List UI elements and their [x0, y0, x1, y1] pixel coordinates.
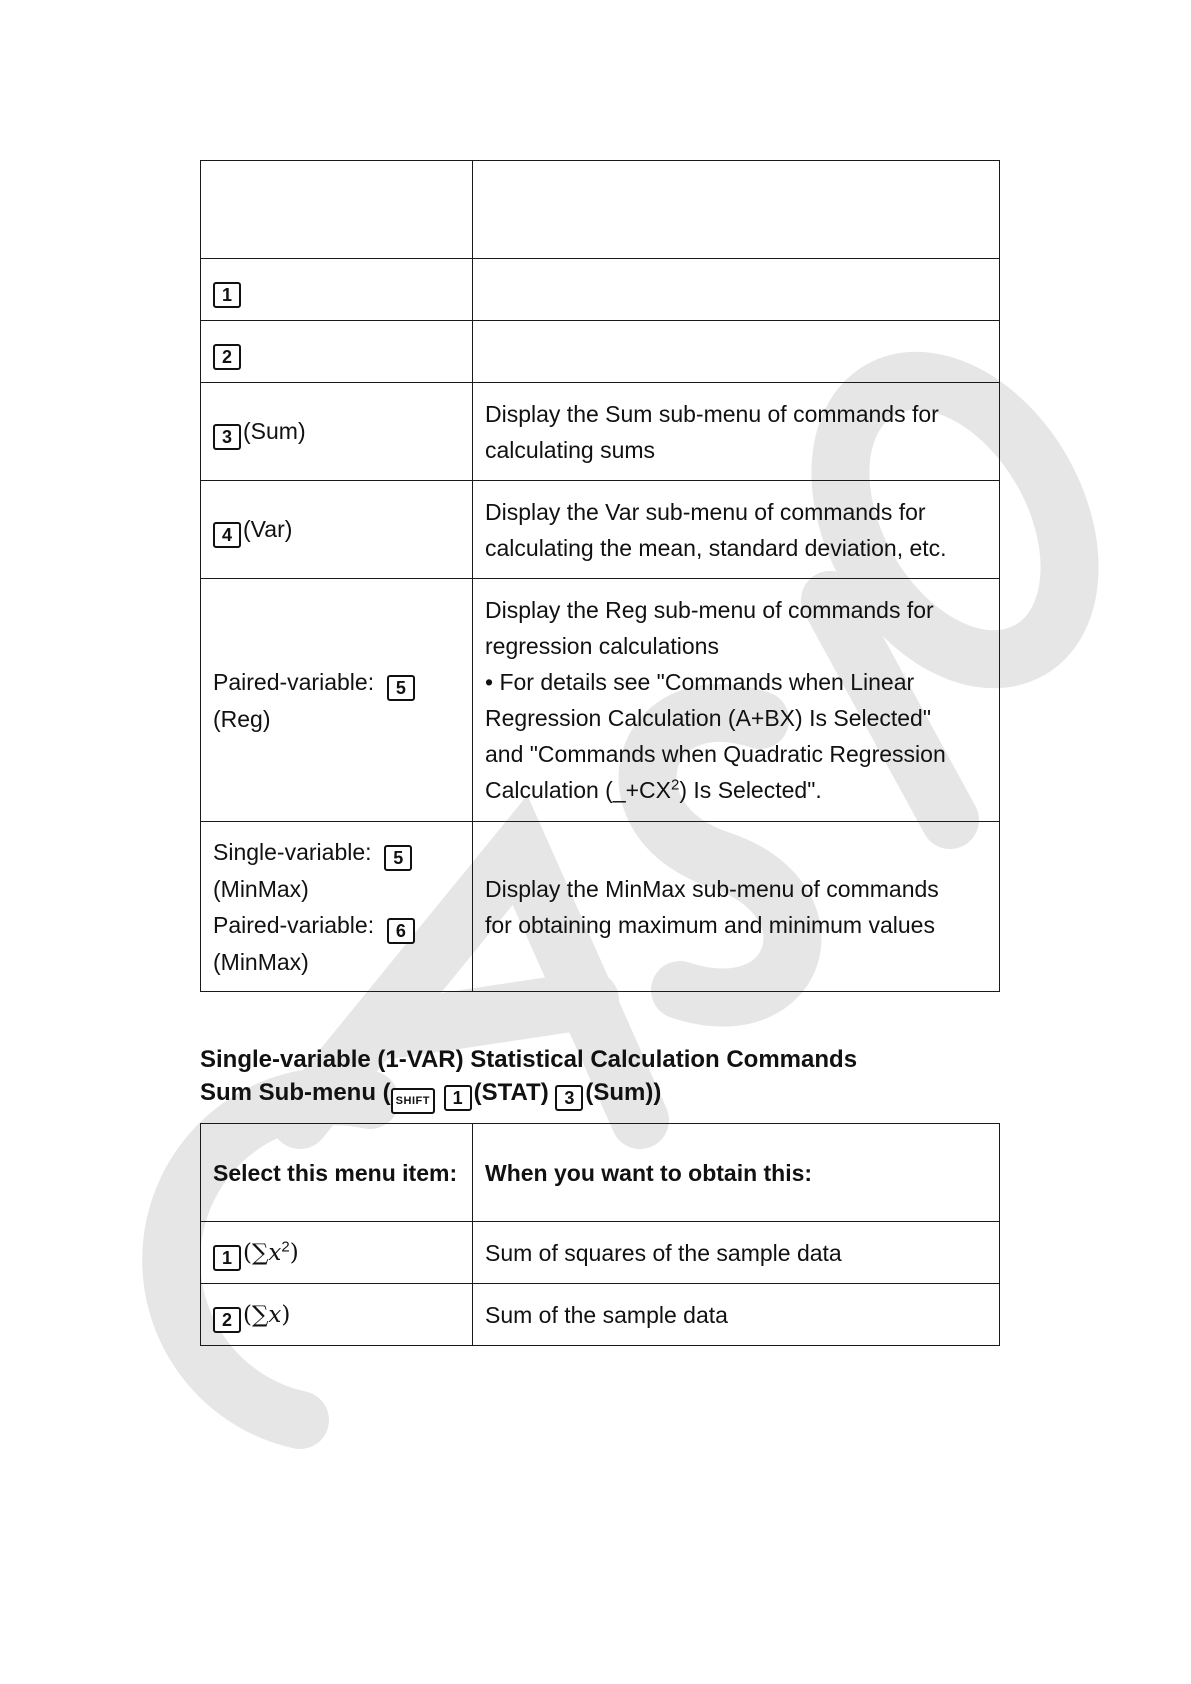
key-2-icon: 2 [213, 1307, 241, 1333]
description-cell: Sum of the sample data [473, 1284, 1000, 1346]
menu-item-label: (Var) [243, 516, 293, 542]
description-text: ) Is Selected". [679, 777, 822, 803]
description-line: Display the Reg sub-menu of commands for [485, 597, 934, 623]
menu-item-line [213, 664, 460, 701]
menu-item-line [213, 834, 460, 871]
description-line: • For details see "Commands when Linear [485, 669, 915, 695]
variable-mode-label: Paired-variable: [213, 911, 375, 938]
menu-item-line [213, 907, 460, 944]
table-row[interactable] [201, 383, 1000, 481]
description-line: for obtaining maximum and minimum values [485, 911, 935, 938]
superscript: 2 [281, 1238, 290, 1256]
description-cell [473, 822, 1000, 992]
description-cell [473, 259, 1000, 321]
description-line: and "Commands when Quadratic Regression [485, 741, 946, 767]
key-5-icon: 5 [387, 675, 415, 701]
key-1-icon: 1 [213, 1245, 241, 1271]
key-1-icon: 1 [213, 282, 241, 308]
variable-mode-label: Single-variable: [213, 838, 372, 865]
key-5-icon: 5 [384, 845, 412, 871]
table-row [201, 161, 1000, 259]
sum-submenu-table [200, 1123, 1000, 1346]
menu-item-cell[interactable] [201, 259, 473, 321]
section-subheading [200, 1076, 661, 1114]
table-row[interactable] [201, 822, 1000, 992]
key-3-icon: 3 [213, 424, 241, 450]
menu-item-cell[interactable] [201, 822, 473, 992]
description-line: regression calculations [485, 633, 719, 659]
subheading-text: Sum Sub-menu ( [200, 1079, 391, 1106]
key-6-icon: 6 [387, 918, 415, 944]
variable-mode-label: Paired-variable: [213, 668, 375, 695]
menu-item-label: (Sum) [243, 418, 306, 444]
column-header: Select this menu item: [201, 1124, 473, 1222]
column-header: When you want to obtain this: [473, 1124, 1000, 1222]
menu-item-cell[interactable]: 2 (∑x) [201, 1284, 473, 1346]
description-line: Display the MinMax sub-menu of commands [485, 875, 939, 902]
variable-x: x [268, 1240, 282, 1266]
table-row[interactable] [201, 1222, 1000, 1284]
key-3-icon: 3 [555, 1085, 583, 1111]
menu-item-cell[interactable] [201, 579, 473, 822]
table-row[interactable] [201, 579, 1000, 822]
description-line: Display the Var sub-menu of commands for [485, 498, 926, 525]
table-row[interactable] [201, 1284, 1000, 1346]
description-cell [473, 161, 1000, 259]
variable-x: x [268, 1302, 282, 1328]
table-row[interactable] [201, 321, 1000, 383]
sum-symbol: ∑ [251, 1302, 269, 1328]
description-line: calculating sums [485, 436, 656, 463]
menu-item-cell[interactable] [201, 481, 473, 579]
menu-item-cell [201, 161, 473, 259]
menu-item-cell[interactable]: 1 $(\sum x^2)$ [201, 1222, 473, 1284]
description-line: calculating the mean, standard deviation, etc. [485, 534, 947, 561]
table-header-row [201, 1124, 1000, 1222]
subheading-text: (STAT) [473, 1079, 549, 1106]
sum-symbol: ∑ [251, 1240, 269, 1266]
menu-item-label: (MinMax) [213, 948, 309, 975]
key-4-icon: 4 [213, 522, 241, 548]
main-menu-table [200, 160, 1000, 992]
description-cell [473, 579, 1000, 822]
shift-key-icon: SHIFT [391, 1088, 435, 1114]
key-1-icon: 1 [444, 1085, 472, 1111]
superscript: 2 [671, 776, 680, 794]
description-line: Regression Calculation (A+BX) Is Selected" [485, 705, 932, 731]
description-cell [473, 321, 1000, 383]
description-line: Display the Sum sub-menu of commands for [485, 400, 939, 427]
menu-item-label: (MinMax) [213, 875, 309, 902]
description-cell: Sum of squares of the sample data [473, 1222, 1000, 1284]
section-heading: Single-variable (1-VAR) Statistical Calculation Commands [200, 1046, 858, 1073]
menu-item-cell[interactable] [201, 383, 473, 481]
key-2-icon: 2 [213, 344, 241, 370]
menu-item-cell[interactable] [201, 321, 473, 383]
menu-item-label: (Reg) [213, 705, 271, 732]
description-cell [473, 481, 1000, 579]
table-row[interactable] [201, 259, 1000, 321]
description-text: Calculation (_+CX [485, 777, 672, 803]
table-row[interactable] [201, 481, 1000, 579]
description-cell [473, 383, 1000, 481]
subheading-text: (Sum)) [585, 1079, 662, 1106]
description-line [485, 772, 987, 808]
